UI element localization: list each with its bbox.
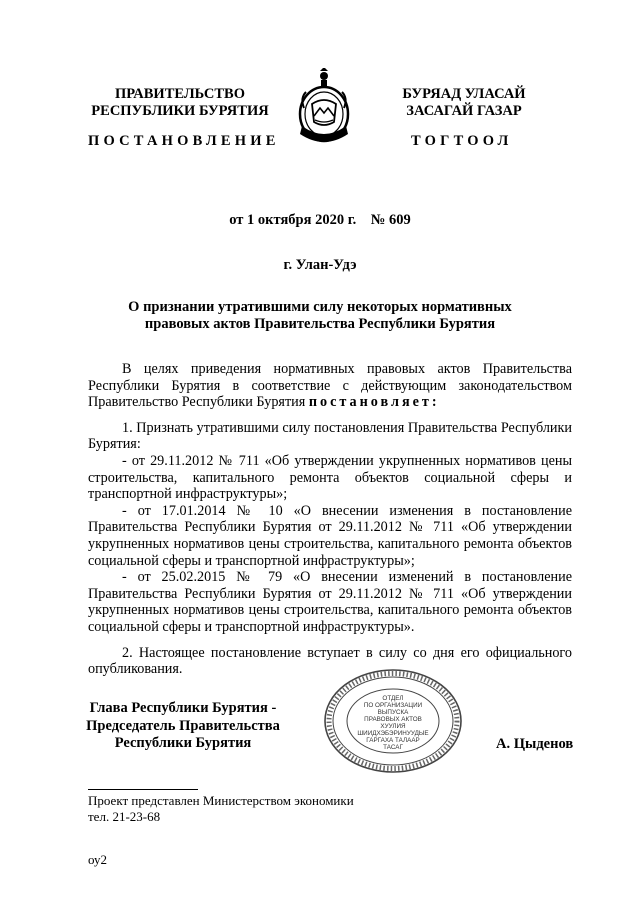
header-right-line2: ЗАСАГАЙ ГАЗАР <box>406 103 522 119</box>
title-line2: правовых актов Правительства Республики Бурятия <box>144 316 496 332</box>
item-1: 1. Признать утратившими силу постановления Правительства Республики Бурятия: <box>88 419 572 453</box>
document-code: оу2 <box>88 852 108 867</box>
item-1-c: - от 25.02.2015 № 79 «О внесении изменений в постановление Правительства Республики Бурятия от 29.11.2012 № 711 «Об утверждении укрупненных нормативов цены строительства, капитального ремонта объектов социальной сферы и транспортной инфраструктуры». <box>88 569 572 635</box>
coat-of-arms-emblem <box>294 68 354 148</box>
signatory-name: А. Цыденов <box>496 736 574 752</box>
header-left-line2: РЕСПУБЛИКИ БУРЯТИЯ <box>91 103 269 119</box>
stamp-line7: ГАРГАХА ТАЛААР <box>366 737 420 744</box>
position-line3: Республики Бурятия <box>114 735 252 751</box>
signatory-position <box>78 700 288 753</box>
doc-type-bur: ТОГТООЛ <box>411 133 513 149</box>
phone: тел. 21-23-68 <box>88 808 161 824</box>
title-line1: О признании утратившими силу некоторых нормативных <box>128 299 512 315</box>
header-right <box>364 86 564 120</box>
stamp-line2: ПО ОРГАНИЗАЦИИ <box>363 702 423 709</box>
position-line1: Глава Республики Бурятия - <box>89 700 277 716</box>
stamp-line4: ПРАВОВЫХ АКТОВ <box>364 716 422 723</box>
document-body <box>88 361 572 678</box>
stamp-line3: ВЫПУСКА <box>377 709 409 716</box>
city: г. Улан-Удэ <box>283 257 357 273</box>
header-left-line1: ПРАВИТЕЛЬСТВО <box>115 86 245 102</box>
stamp-line1: ОТДЕЛ <box>382 695 404 702</box>
document-title <box>0 299 640 333</box>
footer-divider <box>88 789 198 790</box>
date-number: от 1 октября 2020 г. № 609 <box>229 212 411 228</box>
stamp-line6: ШИИДХЭБЭРИНУУДЫЕ <box>357 730 429 737</box>
stamp-center-text <box>353 695 433 751</box>
item-1-b: - от 17.01.2014 № 10 «О внесении изменения в постановление Правительства Республики Бурятия от 29.11.2012 № 711 «Об утверждении укрупненных нормативов цены строительства, капитального ремонта объектов социальной сферы и транспортной инфраструктуры»; <box>88 502 572 569</box>
prepared-by: Проект представлен Министерством экономики <box>88 793 354 808</box>
item-2: 2. Настоящее постановление вступает в силу со дня его официального опубликования. <box>88 644 572 678</box>
preamble-resolves: постановляет: <box>308 394 440 411</box>
item-1-a: - от 29.11.2012 № 711 «Об утверждении укрупненных нормативов цены строительства, капитального ремонта объектов социальной сферы и транспортной инфраструктуры»; <box>88 452 572 503</box>
doc-type-ru: ПОСТАНОВЛЕНИЕ <box>88 133 280 149</box>
footer-info <box>88 793 354 824</box>
header-left <box>80 86 280 120</box>
preamble <box>88 361 572 411</box>
coat-of-arms-icon <box>294 68 354 148</box>
header-right-line1: БУРЯАД УЛАСАЙ <box>402 86 526 102</box>
stamp-line5: ХУУЛИЯ <box>380 723 406 730</box>
stamp-line8: ТАСАГ <box>383 744 403 751</box>
preamble-text: В целях приведения нормативных правовых актов Правительства Республики Бурятия в соответствие с действующим законодательством Правительство Республики Бурятия <box>88 361 572 411</box>
position-line2: Председатель Правительства <box>86 717 280 734</box>
official-stamp <box>323 668 463 774</box>
